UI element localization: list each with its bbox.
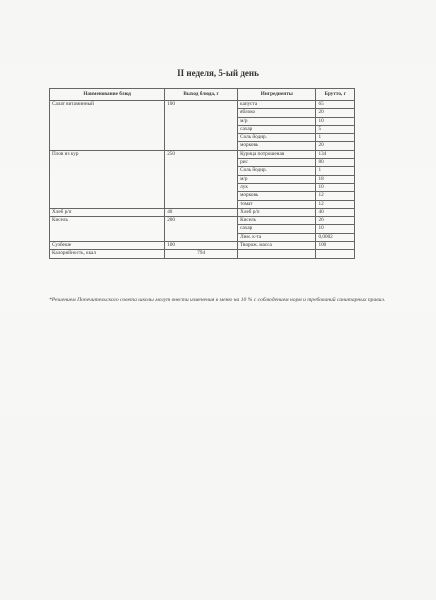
- header-yield: Выход блюда, г: [165, 89, 238, 101]
- empty-cell: [238, 250, 316, 258]
- ingredient-name: Кисель: [238, 217, 316, 225]
- ingredient-gross: 18: [316, 175, 355, 183]
- page-title: II неделя, 5-ый день: [177, 68, 259, 78]
- table-row: [50, 101, 355, 109]
- ingredient-gross: 12: [316, 200, 355, 208]
- table-row: [50, 242, 355, 250]
- ingredient-name: м/р: [238, 117, 316, 125]
- ingredient-gross: 20: [316, 109, 355, 117]
- footnote: *Решением Попечительского совета школы могут внести изменения в меню на 10 % с соблюдением норм и требований санитарных правил.: [49, 297, 386, 303]
- ingredient-name: томат: [238, 200, 316, 208]
- ingredient-gross: 134: [316, 150, 355, 158]
- ingredient-name: Соль йодир.: [238, 134, 316, 142]
- ingredient-gross: 5: [316, 125, 355, 133]
- ingredient-name: рис: [238, 159, 316, 167]
- ingredient-gross: 1: [316, 134, 355, 142]
- ingredient-name: м/р: [238, 175, 316, 183]
- dish-yield: 200: [165, 217, 238, 242]
- dish-name: Салат витаминный: [50, 101, 165, 151]
- ingredient-name: капуста: [238, 101, 316, 109]
- ingredient-gross: 10: [316, 225, 355, 233]
- menu-table-body: [50, 101, 355, 250]
- header-gross: Брутто, г: [316, 89, 355, 101]
- ingredient-name: яблоко: [238, 109, 316, 117]
- ingredient-gross: 100: [316, 242, 355, 250]
- ingredient-gross: 26: [316, 217, 355, 225]
- ingredient-gross: 40: [316, 208, 355, 216]
- ingredient-gross: 20: [316, 142, 355, 150]
- dish-name: Хлеб р/п: [50, 208, 165, 216]
- ingredient-name: морковь: [238, 142, 316, 150]
- ingredient-name: сахар: [238, 125, 316, 133]
- ingredient-name: сахар: [238, 225, 316, 233]
- ingredient-gross: 12: [316, 192, 355, 200]
- menu-table: [49, 88, 355, 259]
- dish-yield: 40: [165, 208, 238, 216]
- calories-label: Калорийность, ккал: [50, 250, 165, 258]
- dish-yield: 250: [165, 150, 238, 208]
- table-row: [50, 217, 355, 225]
- calories-value: 794: [165, 250, 238, 258]
- calories-row: [50, 250, 355, 258]
- dish-name: Кисель: [50, 217, 165, 242]
- empty-cell: [316, 250, 355, 258]
- ingredient-name: Хлеб р/п: [238, 208, 316, 216]
- table-row: [50, 150, 355, 158]
- header-dish-name: Наименование блюд: [50, 89, 165, 101]
- ingredient-gross: 0,0002: [316, 233, 355, 241]
- ingredient-name: Курица потрошеная: [238, 150, 316, 158]
- ingredient-name: лук: [238, 183, 316, 191]
- dish-name: Плов из кур: [50, 150, 165, 208]
- table-row: [50, 208, 355, 216]
- ingredient-gross: 10: [316, 183, 355, 191]
- ingredient-gross: 65: [316, 101, 355, 109]
- table-header-row: [50, 89, 355, 101]
- ingredient-gross: 10: [316, 117, 355, 125]
- header-ingredients: Ингредиенты: [238, 89, 316, 101]
- dish-yield: 100: [165, 242, 238, 250]
- ingredient-gross: 80: [316, 159, 355, 167]
- ingredient-name: Творож. масса: [238, 242, 316, 250]
- dish-name: Сузбеше: [50, 242, 165, 250]
- dish-yield: 100: [165, 101, 238, 151]
- ingredient-gross: 1: [316, 167, 355, 175]
- ingredient-name: морковь: [238, 192, 316, 200]
- ingredient-name: Лим. к-та: [238, 233, 316, 241]
- ingredient-name: Соль йодир.: [238, 167, 316, 175]
